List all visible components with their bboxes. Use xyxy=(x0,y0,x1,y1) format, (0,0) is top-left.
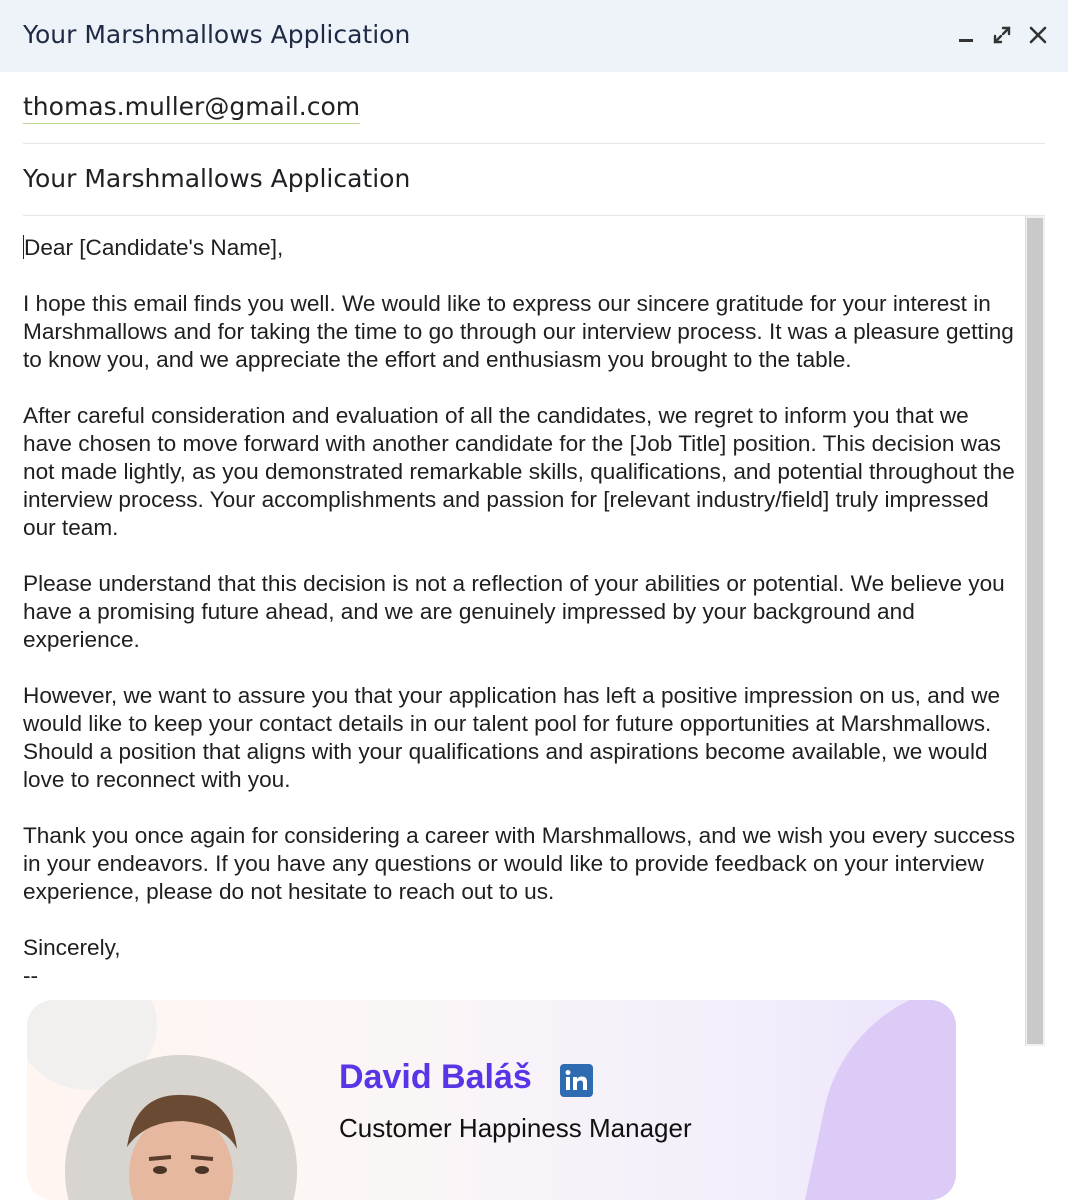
closing-line: Sincerely, xyxy=(23,935,121,960)
body-paragraph: However, we want to assure you that your application has left a positive impression on us, and we would like to keep your contact details in our talent pool for future opportunities at Marshmallows. Should a position that aligns with your qualifications and aspirations become available, we would love to reconnect with you. xyxy=(23,683,1001,792)
subject-input[interactable]: Your Marshmallows Application xyxy=(23,164,411,193)
minimize-icon[interactable] xyxy=(952,20,980,50)
signature-name: David Baláš xyxy=(339,1058,532,1096)
subject-field[interactable] xyxy=(23,144,1045,216)
signature-role: Customer Happiness Manager xyxy=(339,1113,692,1143)
body-paragraph: Thank you once again for considering a career with Marshmallows, and we wish you every success in your endeavors. If you have any questions or would like to provide feedback on your interview experience, please do not hesitate to reach out to us. xyxy=(23,823,1016,904)
compose-title-bar xyxy=(0,0,1068,72)
decorative-blob xyxy=(803,1000,956,1200)
compose-window-title: Your Marshmallows Application xyxy=(23,20,411,49)
close-icon[interactable] xyxy=(1024,20,1052,50)
greeting-text: Dear [Candidate's Name], xyxy=(24,235,284,260)
greeting-line xyxy=(23,234,1018,262)
linkedin-icon[interactable] xyxy=(560,1064,593,1097)
email-signature-card xyxy=(27,1000,956,1200)
body-paragraph: I hope this email finds you well. We would like to express our sincere gratitude for your interest in Marshmallows and for taking the time to go through our interview process. It was a pleasure getting to know you, and we appreciate the effort and enthusiasm you brought to the table. xyxy=(23,291,1014,372)
scrollbar-thumb[interactable] xyxy=(1027,218,1043,1044)
to-field[interactable] xyxy=(23,72,1045,144)
expand-icon[interactable] xyxy=(988,20,1016,50)
body-paragraph: After careful consideration and evaluation of all the candidates, we regret to inform you that we have chosen to move forward with another candidate for the [Job Title] position. This decision was not made lightly, as you demonstrated remarkable skills, qualifications, and potential throughout the interview process. Your accomplishments and passion for [relevant industry/field] truly impressed our team. xyxy=(23,403,1015,540)
signature-separator: -- xyxy=(23,963,39,988)
body-paragraph: Please understand that this decision is not a reflection of your abilities or potential. We believe you have a promising future ahead, and we are genuinely impressed by your background and experience. xyxy=(23,571,1005,652)
recipient-chip[interactable]: thomas.muller@gmail.com xyxy=(23,92,360,124)
